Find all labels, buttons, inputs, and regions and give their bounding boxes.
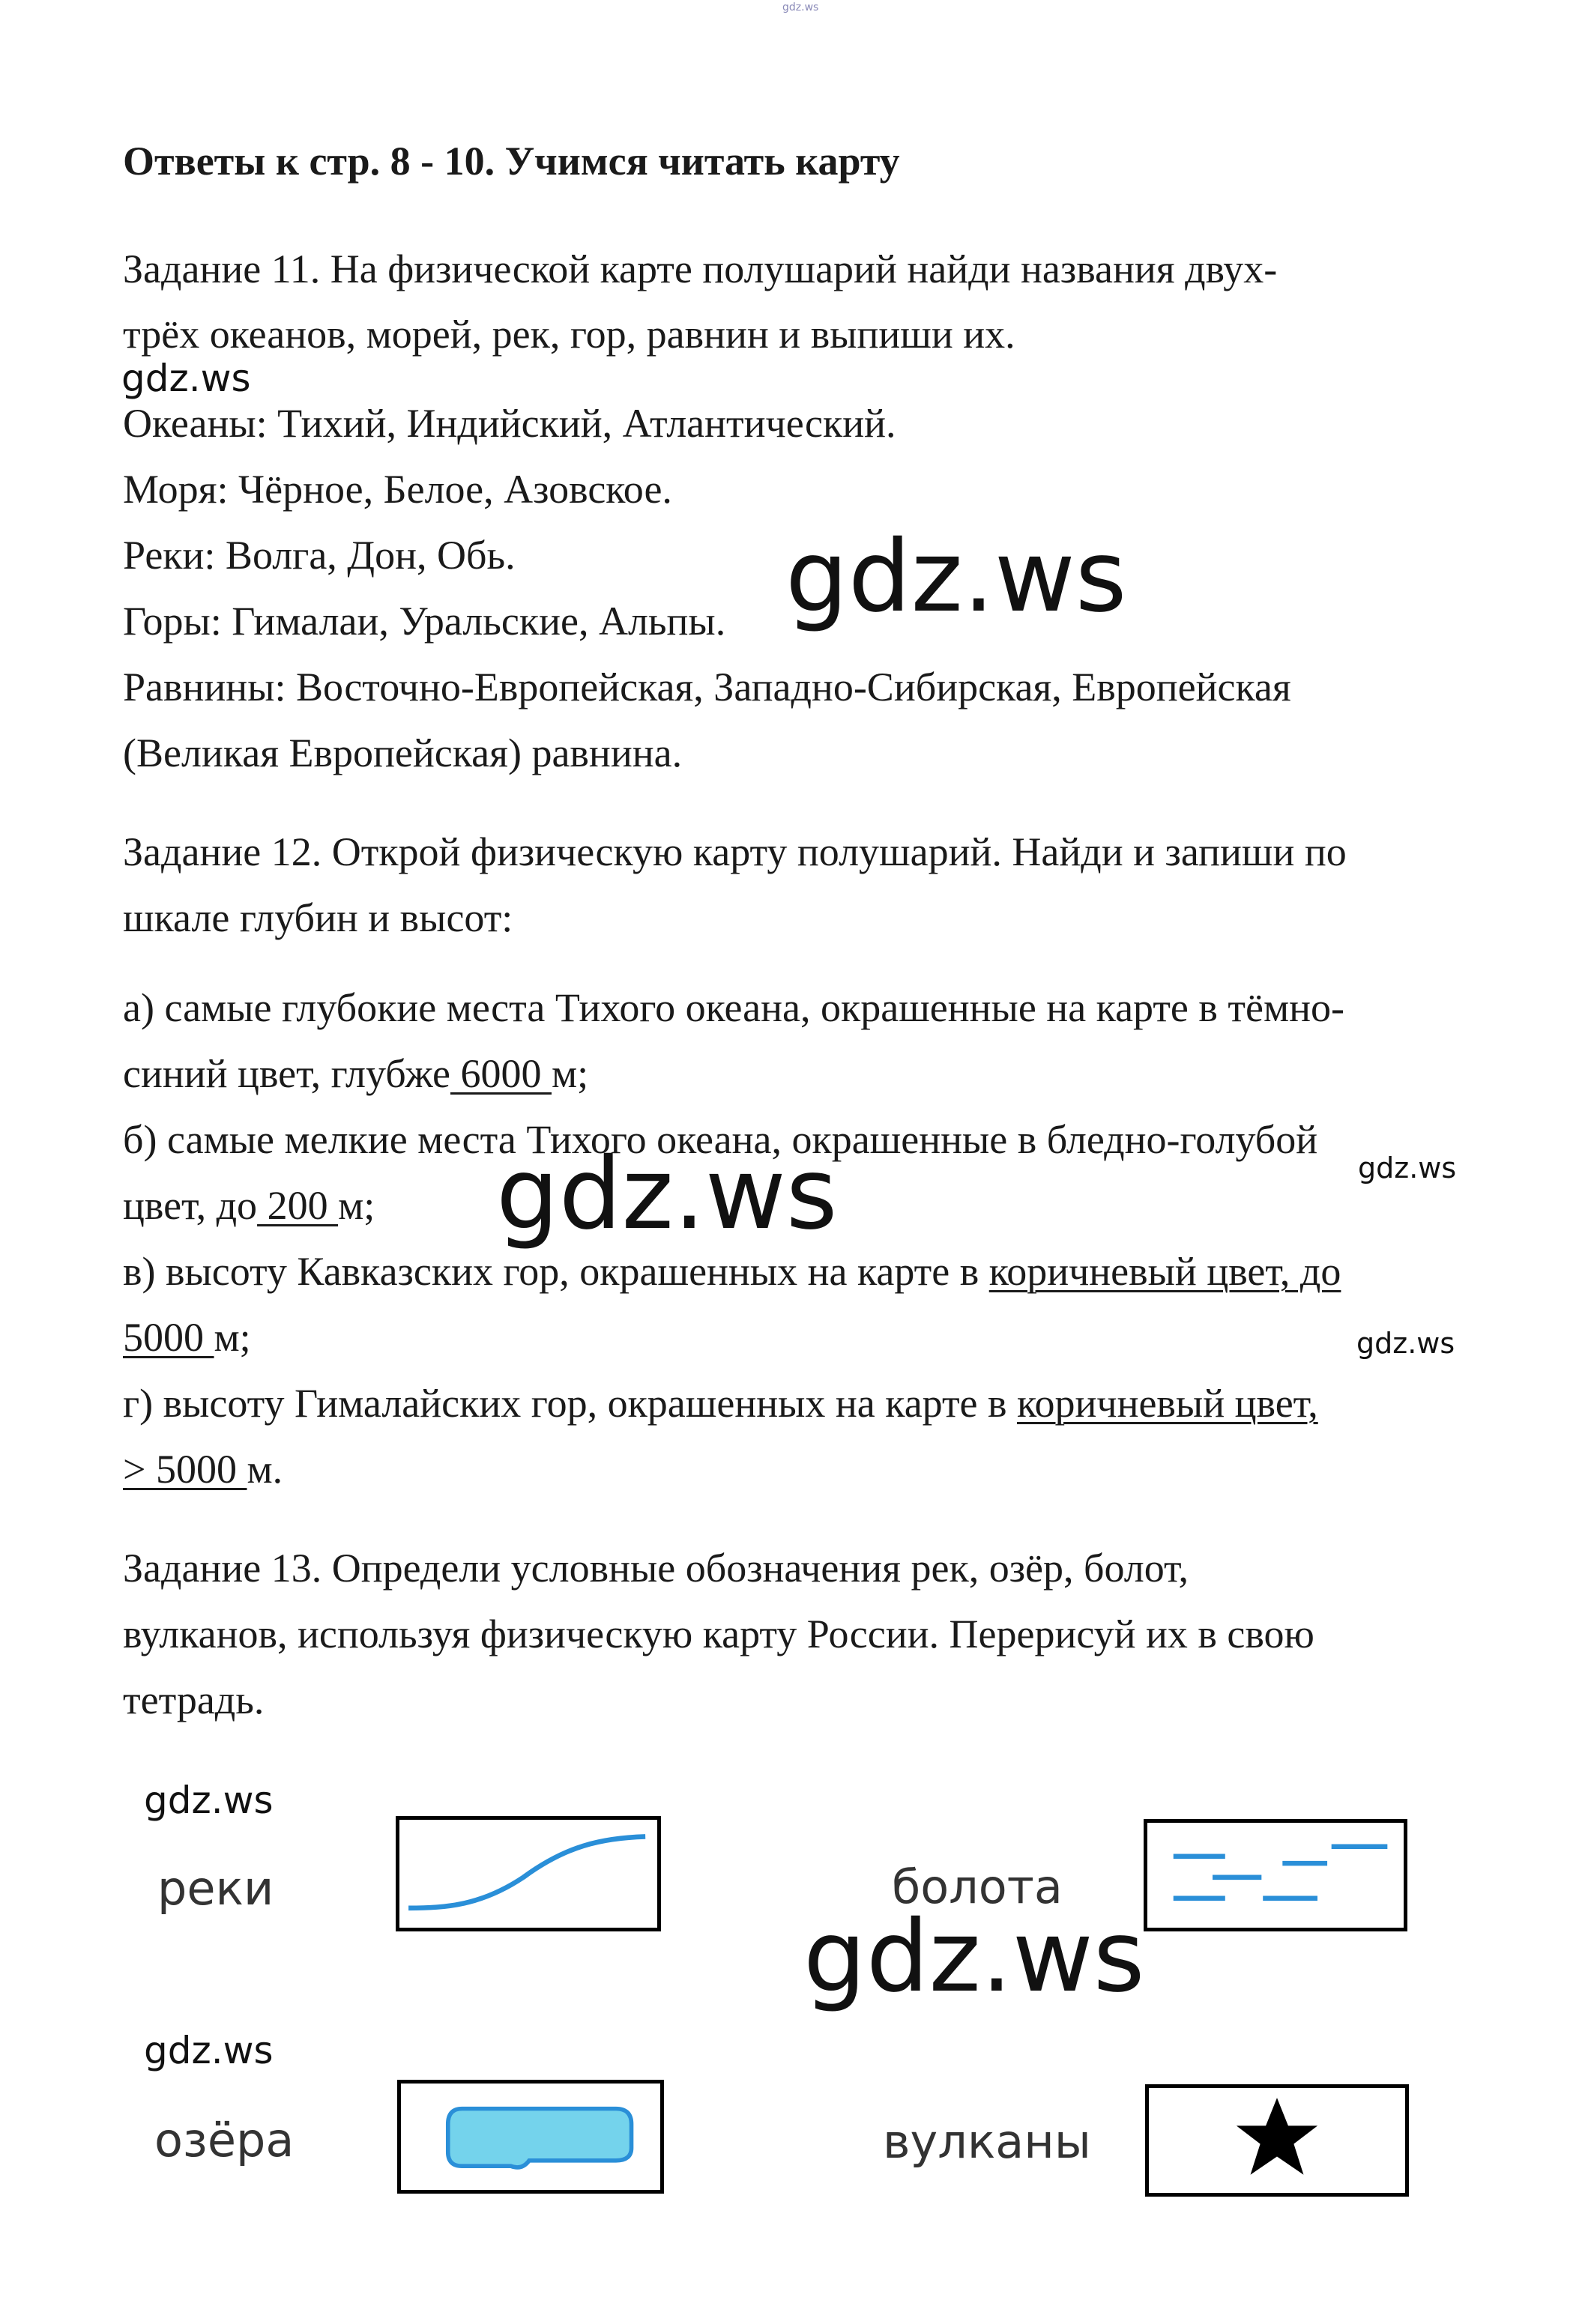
- legend-label-lakes: озёра: [154, 2113, 295, 2167]
- task12-g-line1: [123, 1381, 1318, 1426]
- task12-g-unit: м.: [247, 1447, 283, 1492]
- watermark-top: gdz.ws: [782, 1, 819, 13]
- task12-v-line1: [123, 1251, 1341, 1292]
- task12-v-line2: [123, 1317, 251, 1358]
- volcano-star-icon: [1149, 2088, 1405, 2193]
- watermark-small: gdz.ws: [1356, 1327, 1455, 1360]
- legend-label-swamps: болота: [892, 1859, 1063, 1914]
- page-title: Ответы к стр. 8 - 10. Учимся читать карту: [123, 139, 900, 184]
- task13-text-line2: вулканов, используя физическую карту России. Перерисуй их в свою: [123, 1612, 1314, 1656]
- task11-text-line2: трёх океанов, морей, рек, гор, равнин и выпиши их.: [123, 312, 1015, 357]
- watermark-label: gdz.ws: [121, 357, 251, 400]
- task12-g-text: г) высоту Гималайских гор, окрашенных на карте в: [123, 1381, 1018, 1426]
- watermark-large: gdz.ws: [496, 1137, 838, 1252]
- task12-v-unit: м;: [214, 1315, 251, 1360]
- watermark-large: gdz.ws: [803, 1899, 1145, 2015]
- answer-mountains: Горы: Гималаи, Уральские, Альпы.: [123, 599, 726, 644]
- legend-label-rivers: реки: [157, 1861, 274, 1916]
- task11-text-line1: Задание 11. На физической карте полушарий найди названия двух-: [123, 246, 1278, 291]
- watermark-large: gdz.ws: [785, 519, 1127, 635]
- answer-plains-line1: Равнины: Восточно-Европейская, Западно-Сибирская, Европейская: [123, 665, 1291, 709]
- task12-b-text: цвет, до: [123, 1183, 258, 1228]
- task12-v-answer-value: 5000: [123, 1315, 214, 1360]
- watermark-small: gdz.ws: [1358, 1152, 1457, 1184]
- task12-text-line1: Задание 12. Открой физическую карту полушарий. Найди и запиши по: [123, 829, 1347, 874]
- task12-b-unit: м;: [338, 1183, 375, 1228]
- legend-box-swamps: [1144, 1819, 1407, 1931]
- task12-b-line2: [123, 1185, 375, 1226]
- legend-box-volcanoes: [1145, 2084, 1409, 2197]
- task13-text-line3: тетрадь.: [123, 1677, 265, 1722]
- task12-b-answer: 200: [257, 1183, 339, 1228]
- watermark-label: gdz.ws: [144, 2029, 274, 2072]
- task12-a-unit: м;: [551, 1051, 589, 1096]
- task12-g-answer: коричневый цвет,: [1017, 1381, 1318, 1426]
- task12-g-answer-value: > 5000: [123, 1447, 247, 1492]
- answer-seas: Моря: Чёрное, Белое, Азовское.: [123, 467, 672, 512]
- river-line-icon: [399, 1820, 657, 1928]
- task12-a-line2: [123, 1053, 588, 1094]
- legend-box-lakes: [397, 2080, 664, 2194]
- watermark-label: gdz.ws: [144, 1779, 274, 1822]
- lake-shape-icon: [401, 2084, 660, 2190]
- task12-a-answer: 6000: [450, 1051, 552, 1096]
- answer-rivers: Реки: Волга, Дон, Обь.: [123, 533, 516, 578]
- legend-box-rivers: [396, 1816, 661, 1931]
- task12-g-line2: [123, 1447, 283, 1492]
- answer-plains-line2: (Великая Европейская) равнина.: [123, 730, 683, 775]
- legend-label-volcanoes: вулканы: [883, 2114, 1091, 2169]
- task12-v-answer: коричневый цвет, до: [988, 1249, 1341, 1294]
- answer-oceans: Океаны: Тихий, Индийский, Атлантический.: [123, 401, 896, 446]
- task13-text-line1: Задание 13. Определи условные обозначения рек, озёр, болот,: [123, 1546, 1189, 1591]
- task12-b-line1: б) самые мелкие места Тихого океана, окрашенные в бледно-голубой: [123, 1117, 1318, 1162]
- task12-a-line1: а) самые глубокие места Тихого океана, окрашенные на карте в тёмно-: [123, 985, 1345, 1030]
- task12-a-text: синий цвет, глубже: [123, 1051, 450, 1096]
- task12-text-line2: шкале глубин и высот:: [123, 895, 513, 940]
- swamp-lines-icon: [1147, 1823, 1404, 1928]
- task12-v-text: в) высоту Кавказских гор, окрашенных на карте в: [123, 1249, 989, 1294]
